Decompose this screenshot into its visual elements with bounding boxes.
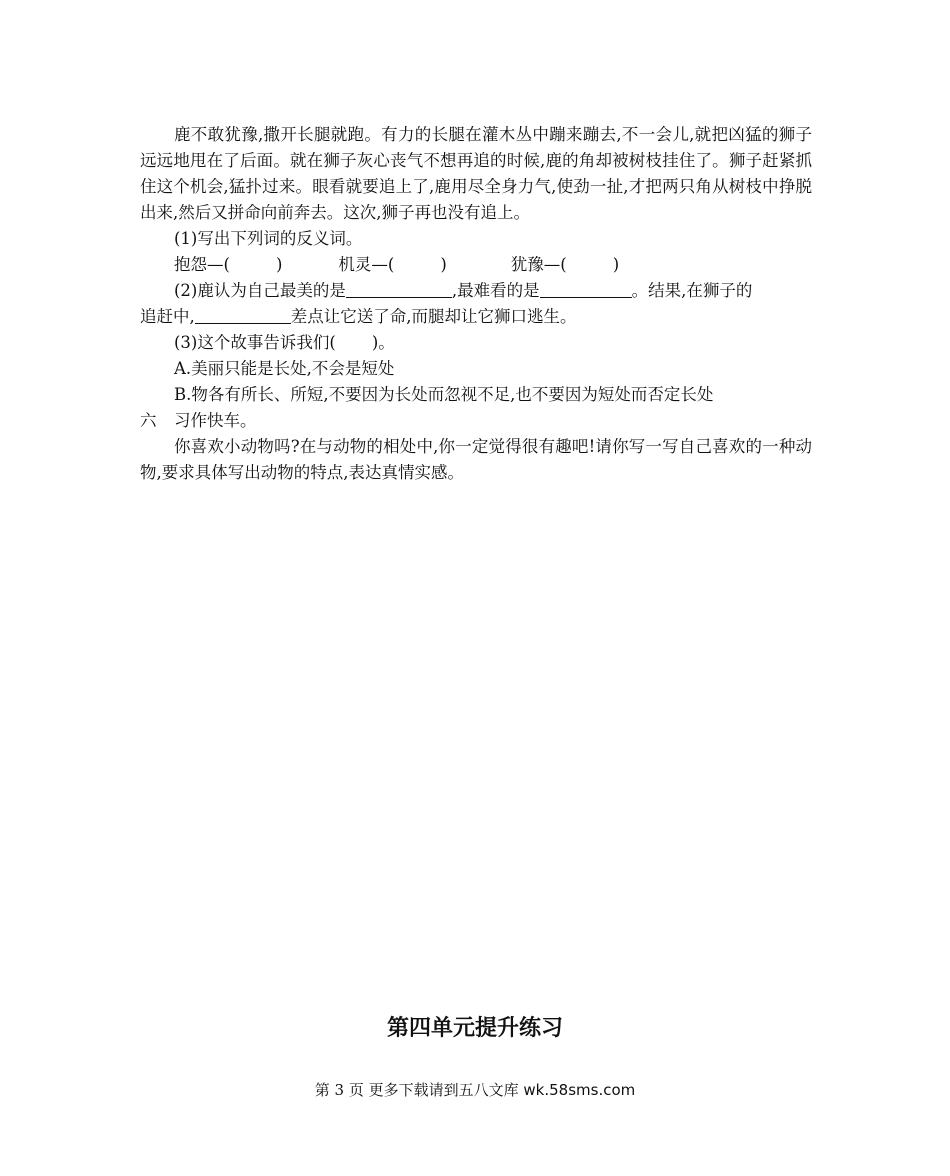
question-2-text: (2)鹿认为自己最美的是 [174, 281, 346, 300]
antonym-close: ) [275, 255, 283, 274]
question-2-text: 差点让它送了命,而腿却让它狮口逃生。 [290, 307, 577, 326]
antonym-item [511, 252, 619, 278]
question-1-prompt: (1)写出下列词的反义词。 [174, 229, 363, 248]
antonym-close: ) [440, 255, 447, 274]
antonym-close: ) [612, 255, 620, 274]
antonym-word: 机灵—( [338, 255, 395, 274]
antonym-item [338, 252, 446, 278]
antonym-items [140, 252, 812, 278]
section-title: 习作快车。 [174, 411, 257, 430]
antonym-word: 犹豫—( [510, 255, 567, 274]
page-footer [0, 1078, 950, 1102]
footer-page-text: 第 3 页 更多下载请到五八文库 [314, 1081, 519, 1099]
answer-blank [346, 279, 452, 298]
antonym-word: 抱怨—( [174, 255, 230, 274]
section-6-text: 你喜欢小动物吗?在与动物的相处中,你一定觉得很有趣吧!请你写一写自己喜欢的一种动物,要求具体写出动物的特点,表达真情实感。 [140, 437, 812, 482]
answer-blank [195, 305, 291, 324]
question-3-prompt [140, 330, 812, 356]
question-2-line-1 [140, 278, 812, 304]
question-3-option-a: A.美丽只能是长处,不会是短处 [174, 359, 395, 378]
question-2-text: ,最难看的是 [451, 281, 540, 300]
footer-site-link[interactable]: wk.58sms.com [523, 1081, 636, 1099]
question-2-text: 。结果,在狮子的 [631, 281, 753, 300]
answer-blank [540, 279, 632, 298]
antonym-item [174, 252, 282, 278]
section-number: 六 [140, 411, 157, 430]
section-6-heading [140, 408, 812, 434]
question-3-close: )。 [371, 333, 395, 352]
question-2-line-2 [140, 304, 812, 330]
question-2-text: 追赶中, [140, 307, 195, 326]
unit-title: 第四单元提升练习 [386, 1016, 563, 1041]
passage-paragraph: 鹿不敢犹豫,撒开长腿就跑。有力的长腿在灌木丛中蹦来蹦去,不一会儿,就把凶猛的狮子远远地甩在了后面。就在狮子灰心丧气不想再追的时候,鹿的角却被树枝挂住了。狮子赶紧抓住这个机会,猛扑过来。眼看就要追上了,鹿用尽全身力气,使劲一扯,才把两只角从树枝中挣脱出来,然后又拼命向前奔去。这次,狮子再也没有追上。 [140, 125, 812, 222]
page-content [140, 122, 812, 486]
question-3-text: (3)这个故事告诉我们( [174, 333, 336, 352]
question-3-option-b: B.物各有所长、所短,不要因为长处而忽视不足,也不要因为短处而否定长处 [174, 385, 714, 404]
